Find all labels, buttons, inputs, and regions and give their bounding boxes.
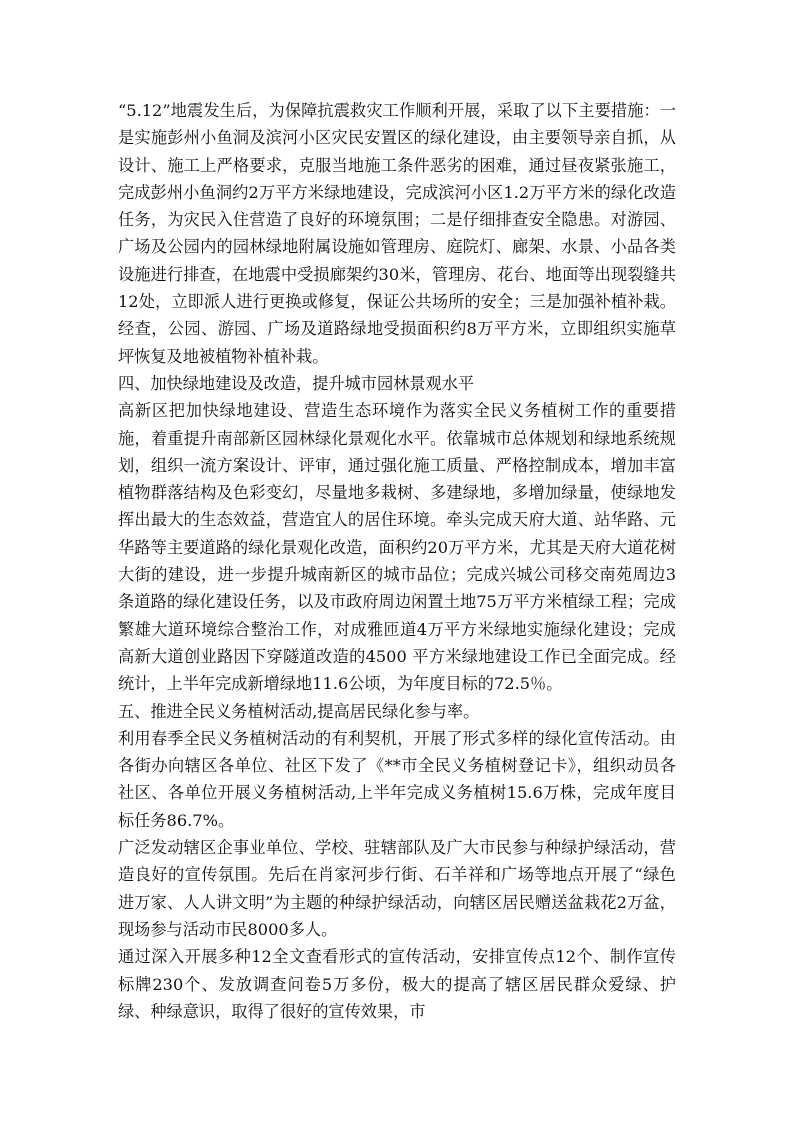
paragraph-earthquake-measures: “5.12”地震发生后，为保障抗震救灾工作顺利开展，采取了以下主要措施：一是实施彭州小鱼洞及滨河小区灾民安置区的绿化建设，由主要领导亲自抓，从设计、施工上严格要求，克服当地施工条件恶劣的困难，通过昼夜紧张施工，完成彭州小鱼洞约2万平方米绿地建设，完成滨河小区1.2万平方米的绿化改造任务，为灾民入住营造了良好的环境氛围；二是仔细排查安全隐患。对游园、广场及公园内的园林绿地附属设施如管理房、庭院灯、廊架、水景、小品各类设施进行排查，在地震中受损廊架约30米，管理房、花台、地面等出现裂缝共12处，立即派人进行更换或修复，保证公共场所的安全；三是加强补植补栽。经查，公园、游园、广场及道路绿地受损面积约8万平方米，立即组织实施草坪恢复及地被植物补植补栽。 [118,101,676,366]
paragraph-green-construction: 高新区把加快绿地建设、营造生态环境作为落实全民义务植树工作的重要措施，着重提升南部新区园林绿化景观化水平。依靠城市总体规划和绿地系统规划，组织一流方案设计、评审，通过强化施工质量、严格控制成本，增加丰富植物群落结构及色彩变幻，尽量地多栽树、多建绿地，多增加绿量，使绿地发挥出最大的生态效益，营造宜人的居住环境。牵头完成天府大道、站华路、元华路等主要道路的绿化景观化改造，面积约20万平方米，尤其是天府大道花树大街的建设，进一步提升城南新区的城市品位；完成兴城公司移交南苑周边3条道路的绿化建设任务，以及市政府周边闲置土地75万平方米植绿工程；完成繁雄大道环境综合整治工作，对成雅匝道4万平方米绿地实施绿化建设；完成高新大道创业路因下穿隧道改造的4500 平方米绿地建设工作已全面完成。经统计，上半年完成新增绿地11.6公顷，为年度目标的72.5％。 [118,401,676,694]
section-heading-4: 四、加快绿地建设及改造，提升城市园林景观水平 [118,373,475,393]
paragraph-publicity: 通过深入开展多种12全文查看形式的宣传活动，安排宣传点12个、制作宣传标牌230个、发放调查问卷5万多份，极大的提高了辖区居民群众爱绿、护绿、种绿意识，取得了很好的宣传效果，市 [118,947,676,1021]
section-heading-5: 五、推进全民义务植树活动,提高居民绿化参与率。 [118,701,480,721]
paragraph-public-activities: 广泛发动辖区企事业单位、学校、驻辖部队及广大市民参与种绿护绿活动，营造良好的宣传氛围。先后在肖家河步行街、石羊祥和广场等地点开展了“绿色进万家、人人讲文明”为主题的种绿护绿活动，向辖区居民赠送盆栽花2万盆，现场参与活动市民8000多人。 [118,838,676,939]
paragraph-tree-planting: 利用春季全民义务植树活动的有利契机，开展了形式多样的绿化宣传活动。由各街办向辖区各单位、社区下发了《**市全民义务植树登记卡》，组织动员各社区、各单位开展义务植树活动,上半年完成义务植树15.6万株，完成年度目标任务86.7%。 [118,728,676,830]
document-body [118,97,676,1025]
